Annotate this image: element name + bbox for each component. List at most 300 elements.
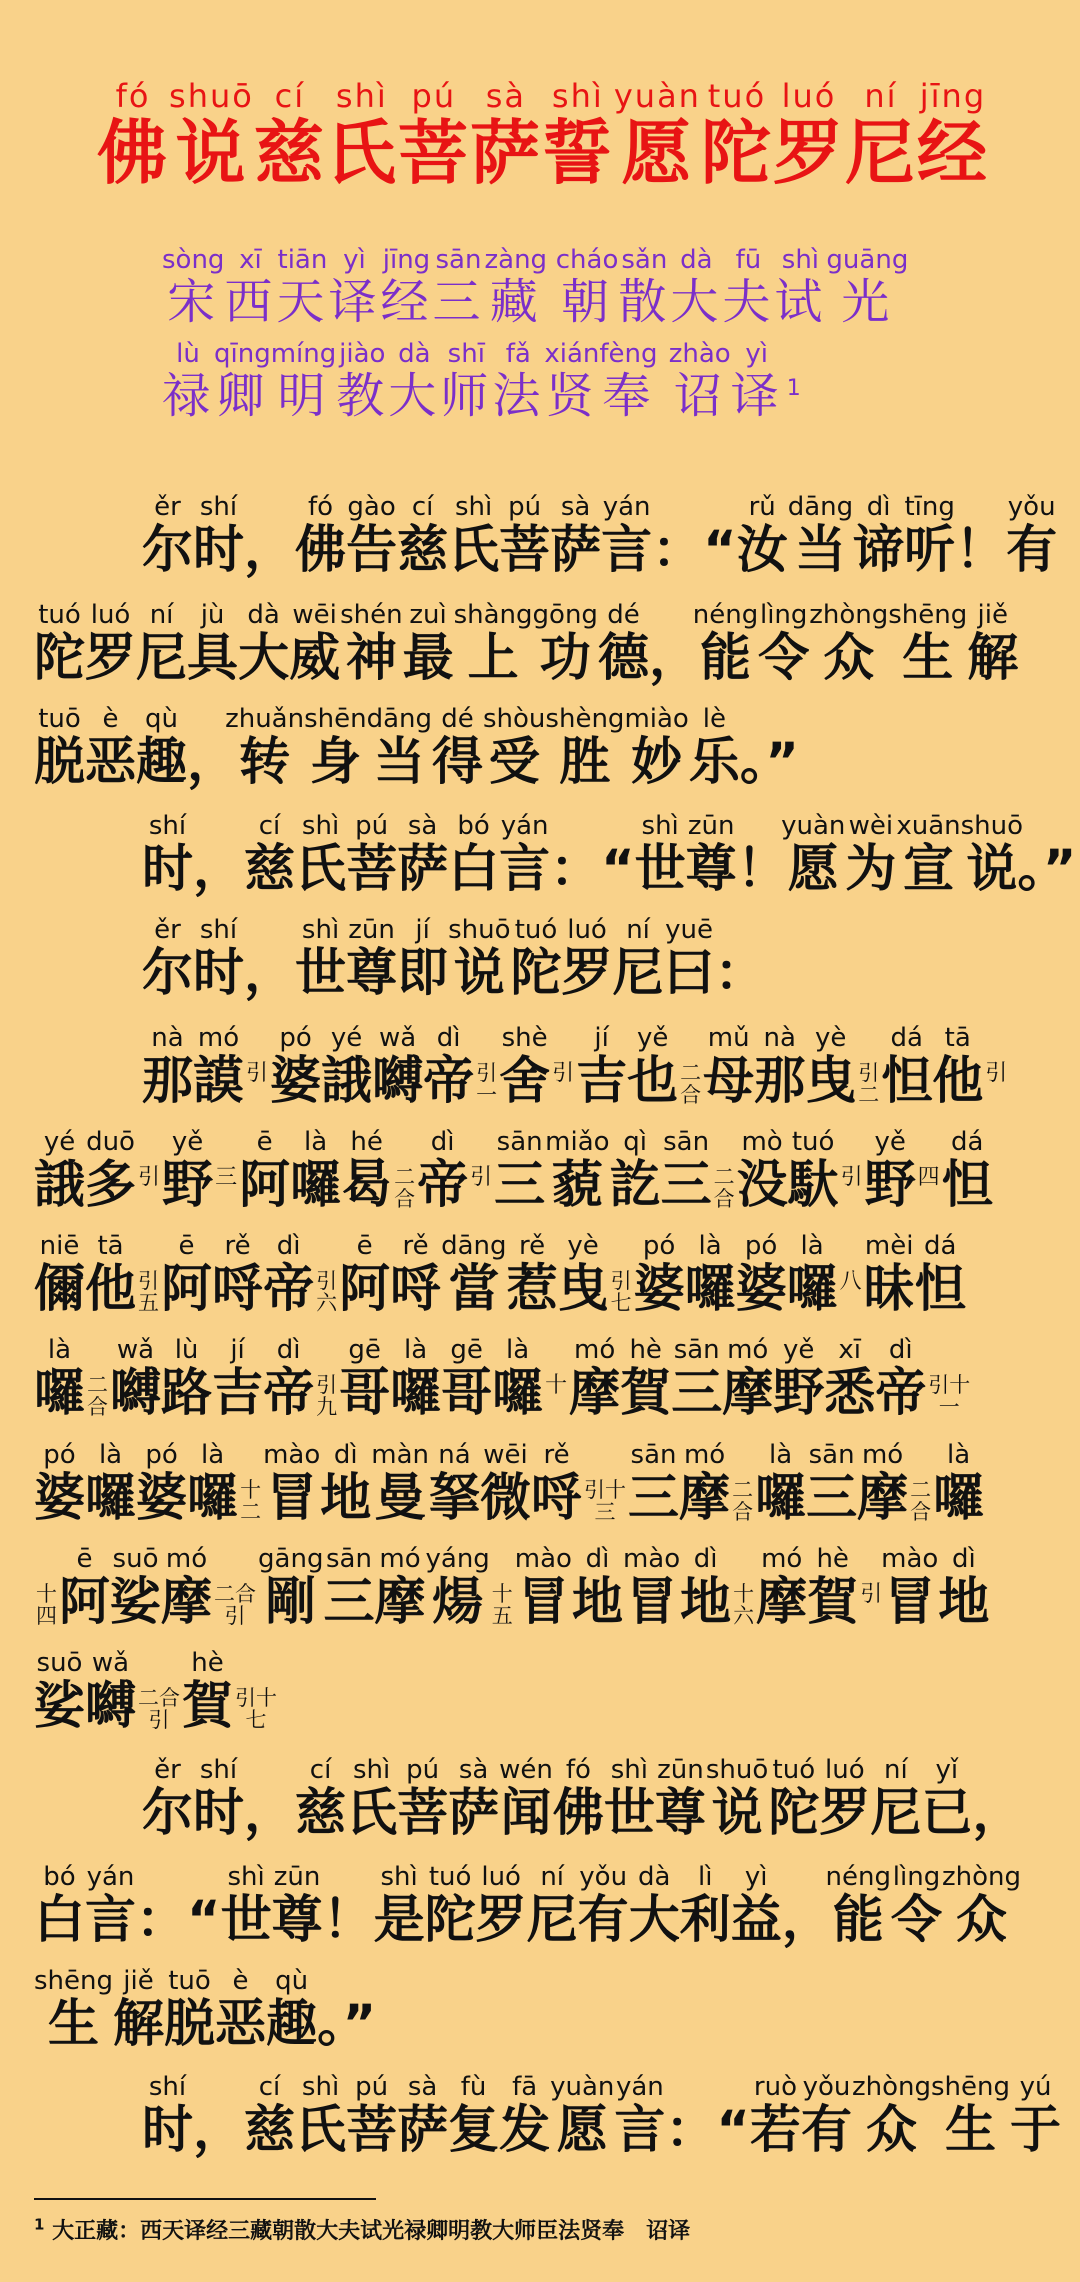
text-line [34, 1023, 1060, 1112]
ruby-char: 慈cí [397, 492, 449, 580]
ruby-char: 时shí [142, 2072, 194, 2160]
ruby-char: 囉là [85, 1440, 137, 1528]
ruby-char: 慈cí [295, 1755, 347, 1843]
ruby-char: 囉là [684, 1231, 736, 1319]
ruby-char: 三sān [494, 1127, 546, 1215]
ruby-char: 地dì [320, 1440, 372, 1528]
annotation-mark: 引 [860, 1582, 883, 1607]
ruby-char: 摩mó [679, 1440, 731, 1528]
ruby-char: 囉là [390, 1335, 442, 1423]
ruby-char: 嚩wǎ [110, 1335, 162, 1423]
ruby-char: 馱tuó [787, 1127, 839, 1215]
ruby-char: 妙miào [624, 704, 689, 792]
annotation-mark: 引 [840, 1165, 863, 1190]
ruby-char: 萨sà [448, 1755, 500, 1843]
ruby-char: 尼ní [612, 915, 664, 1003]
ruby-char: 光guāng [826, 245, 909, 330]
ruby-char: 儞niē [34, 1231, 86, 1319]
text-line [34, 600, 1060, 689]
ruby-char: 佛fó [295, 492, 347, 580]
ruby-char: 能néng [692, 600, 759, 688]
ruby-char: 转zhuǎn [225, 704, 305, 792]
ruby-char: 受shòu [483, 704, 546, 792]
ruby-char: 囉là [492, 1335, 544, 1423]
ruby-char: 地dì [680, 1544, 732, 1632]
ruby-char: 复fù [448, 2072, 500, 2160]
ruby-char: 众zhòng [851, 2072, 931, 2160]
ruby-char: 益yì [730, 1862, 782, 1950]
ruby-char: 即jí [397, 915, 449, 1003]
ruby-char: 囉là [34, 1335, 86, 1423]
ruby-char: 娑suō [110, 1544, 162, 1632]
ruby-char: 拏ná [428, 1440, 480, 1528]
plain-char: 。” [739, 733, 799, 792]
ruby-char: 氏shì [295, 2072, 347, 2160]
ruby-char: 为wèi [845, 811, 897, 899]
footnote-divider [34, 2198, 376, 2200]
ruby-char: 謨mó [193, 1023, 245, 1111]
ruby-char: 嚩wǎ [85, 1648, 137, 1736]
ruby-char: 大dà [670, 245, 723, 330]
ruby-char: 賀hè [182, 1648, 234, 1736]
ruby-char: 昧mèi [863, 1231, 915, 1319]
annotation-mark: 引 [552, 1061, 575, 1086]
ruby-char: 宋sòng [162, 245, 225, 330]
ruby-char: 阿ē [59, 1544, 111, 1632]
ruby-char: 地dì [571, 1544, 623, 1632]
ruby-char: 经jīng [916, 77, 989, 194]
text-line [34, 1231, 1060, 1320]
ruby-char: 摩mó [161, 1544, 213, 1632]
footnote [34, 2214, 690, 2245]
ruby-char: 陀tuó [700, 77, 773, 194]
text-line [34, 1862, 1060, 1951]
ruby-char: 藏zàng [484, 245, 548, 330]
ruby-char: 于yú [1010, 2072, 1062, 2160]
ruby-char: 当dāng [787, 492, 854, 580]
plain-char: ！ [955, 521, 1007, 580]
ruby-char: 野yě [773, 1335, 825, 1423]
ruby-char: 陀tuó [510, 915, 562, 1003]
ruby-char: 三sān [671, 1335, 723, 1423]
plain-char: ， [244, 521, 296, 580]
annotation-mark: 十 四 [36, 1581, 57, 1628]
ruby-char: 罗luó [819, 1755, 871, 1843]
text-line [34, 1127, 1060, 1216]
ruby-char: 恶è [215, 1966, 267, 2054]
ruby-char: 陀tuó [768, 1755, 820, 1843]
plain-char: ： [714, 944, 766, 1003]
ruby-char: 尊zūn [685, 811, 737, 899]
ruby-char: 也yě [627, 1023, 679, 1111]
ruby-char: 已yǐ [921, 1755, 973, 1843]
ruby-char: 尔ěr [142, 915, 194, 1003]
ruby-char: 三sān [432, 245, 485, 330]
ruby-char: 藐miǎo [545, 1127, 610, 1215]
ruby-char: 帝dì [263, 1335, 315, 1423]
ruby-char: 菩pú [346, 2072, 398, 2160]
ruby-char: 冒mào [881, 1544, 939, 1632]
text-line [34, 704, 1060, 793]
ruby-char: 婆pó [136, 1440, 188, 1528]
ruby-char: 菩pú [499, 492, 551, 580]
ruby-char: 言yán [601, 492, 653, 580]
ruby-char: 功gōng [532, 600, 598, 688]
ruby-char: 白bó [34, 1862, 86, 1950]
ruby-char: 能néng [825, 1862, 891, 1950]
plain-char: ， [244, 944, 296, 1003]
ruby-char: 吉jí [576, 1023, 628, 1111]
ruby-char: 娑suō [34, 1648, 86, 1736]
ruby-char: 令lìng [890, 1862, 942, 1950]
translator-line-1 [162, 245, 909, 332]
ruby-char: 大dà [388, 339, 441, 424]
ruby-char: 威wēi [289, 600, 341, 688]
ruby-char: 曳yè [557, 1231, 609, 1319]
text-line [34, 2072, 1062, 2161]
ruby-char: 当dāng [366, 704, 432, 792]
annotation-mark: 引 七 [610, 1268, 632, 1315]
ruby-char: 试shì [774, 245, 827, 330]
footnote-mark: 1 [34, 2215, 45, 2234]
ruby-char: 曷hé [341, 1127, 393, 1215]
ruby-char: 佛fó [552, 1755, 604, 1843]
annotation-mark: 二合 引 [138, 1685, 181, 1732]
ruby-char: 利lì [679, 1862, 731, 1950]
ruby-char: 尼ní [870, 1755, 922, 1843]
ruby-char: 教jiào [336, 339, 389, 424]
annotation-mark: 引 [138, 1165, 161, 1190]
ruby-char: 卿qīng [214, 339, 271, 424]
ruby-char: 贤xián [544, 339, 600, 424]
ruby-char: 脱tuō [34, 704, 86, 792]
ruby-char: 世shì [634, 811, 686, 899]
ruby-char: 帝dì [263, 1231, 315, 1319]
plain-char: ：“ [136, 1891, 221, 1950]
ruby-char: 尼ní [526, 1862, 578, 1950]
ruby-char: 尔ěr [142, 1755, 194, 1843]
ruby-char: 汝rǔ [736, 492, 788, 580]
text-line [34, 1335, 1060, 1424]
annotation-mark: 十 五 [491, 1581, 513, 1628]
ruby-char: 阿ē [161, 1231, 213, 1319]
plain-char: ：“ [550, 840, 635, 899]
ruby-char: 听tīng [904, 492, 956, 580]
footnote-ref[interactable]: 1 [786, 376, 805, 401]
ruby-char: 脱tuō [164, 1966, 216, 2054]
annotation-mark: 二 合 [732, 1477, 754, 1524]
ruby-char: 说shuō [960, 811, 1024, 899]
ruby-char: 煬yáng [425, 1544, 490, 1632]
ruby-char: 囉là [755, 1440, 807, 1528]
plain-char: ， [648, 629, 700, 688]
ruby-char: 阿ē [339, 1231, 391, 1319]
ruby-char: 哥gē [441, 1335, 493, 1423]
ruby-char: 世shì [603, 1755, 655, 1843]
ruby-char: 生shēng [888, 600, 968, 688]
ruby-char: 菩pú [397, 77, 470, 194]
annotation-mark: 引十 七 [235, 1685, 278, 1732]
ruby-char: 告gào [346, 492, 398, 580]
ruby-char: 三sān [323, 1544, 375, 1632]
ruby-char: 法fǎ [492, 339, 545, 424]
annotation-mark: 二合 引 [214, 1581, 257, 1628]
ruby-char: 摩mó [756, 1544, 808, 1632]
ruby-char: 哷rě [531, 1440, 583, 1528]
ruby-char: 剛gāng [258, 1544, 324, 1632]
ruby-char: 德dé [597, 600, 649, 688]
annotation-mark: 二 合 [910, 1477, 932, 1524]
ruby-char: 陀tuó [424, 1862, 476, 1950]
ruby-char: 婆pó [735, 1231, 787, 1319]
ruby-char: 禄lù [162, 339, 215, 424]
ruby-char: 囉là [786, 1231, 838, 1319]
ruby-char: 经jīng [380, 245, 433, 330]
ruby-char: 世shì [295, 915, 347, 1003]
plain-char: ！ [736, 840, 788, 899]
ruby-char: 宣xuān [896, 811, 961, 899]
ruby-char: 菩pú [397, 1755, 449, 1843]
ruby-char: 三sān [806, 1440, 858, 1528]
ruby-char: 时shí [193, 1755, 245, 1843]
ruby-char: 吉jí [212, 1335, 264, 1423]
annotation-mark: 引 一 [476, 1060, 498, 1107]
annotation-mark: 引 九 [316, 1372, 338, 1419]
text-line [34, 915, 1060, 1004]
ruby-char: 世shì [220, 1862, 272, 1950]
text-line [34, 1440, 1060, 1529]
ruby-char: 帝dì [417, 1127, 469, 1215]
ruby-char: 冒mào [622, 1544, 681, 1632]
ruby-char: 哷rě [390, 1231, 442, 1319]
plain-char: 。” [1017, 840, 1077, 899]
ruby-char: 言yán [85, 1862, 137, 1950]
ruby-char: 生shēng [34, 1966, 114, 2054]
ruby-char: 惹rě [506, 1231, 558, 1319]
plain-char: ， [193, 2101, 245, 2160]
annotation-mark: 引 [470, 1165, 493, 1190]
ruby-char: 他tā [85, 1231, 137, 1319]
ruby-char: 曼màn [371, 1440, 429, 1528]
ruby-char: 趣qù [136, 704, 188, 792]
ruby-char: 氏shì [448, 492, 500, 580]
ruby-char: 罗luó [475, 1862, 527, 1950]
text-line [34, 1648, 1060, 1737]
ruby-char: 令lìng [758, 600, 810, 688]
ruby-char: 尔ěr [142, 492, 194, 580]
text-line [34, 1966, 1060, 2055]
ruby-char: 帝dì [423, 1023, 475, 1111]
ruby-char: 乐lè [688, 704, 740, 792]
annotation-mark: 引十 三 [584, 1477, 627, 1524]
ruby-char: 婆pó [633, 1231, 685, 1319]
ruby-char: 阿ē [239, 1127, 291, 1215]
annotation-mark: 十 二 [240, 1477, 262, 1524]
ruby-char: 摩mó [857, 1440, 909, 1528]
annotation-mark: 引 [985, 1061, 1008, 1086]
ruby-char: 囉là [933, 1440, 985, 1528]
ruby-char: 當dāng [441, 1231, 507, 1319]
ruby-char: 地dì [938, 1544, 990, 1632]
ruby-char: 众zhòng [809, 600, 889, 688]
plain-char: ， [781, 1891, 833, 1950]
ruby-char: 胜shèng [545, 704, 625, 792]
annotation-mark: 二 合 [87, 1372, 109, 1419]
ruby-char: 说shuō [705, 1755, 769, 1843]
plain-char: ， [972, 1784, 1024, 1843]
ruby-char: 具jù [187, 600, 239, 688]
ruby-char: 誐yé [34, 1127, 86, 1215]
ruby-char: 怛dá [941, 1127, 993, 1215]
ruby-char: 摩mó [722, 1335, 774, 1423]
ruby-char: 罗luó [561, 915, 613, 1003]
ruby-char: 说shuō [169, 77, 254, 194]
ruby-char: 萨sà [397, 2072, 449, 2160]
ruby-char: 西xī [224, 245, 277, 330]
annotation-mark: 引 二 [858, 1060, 880, 1107]
annotation-mark: 四 [917, 1165, 940, 1190]
ruby-char: 萨sà [550, 492, 602, 580]
ruby-char: 译yì [328, 245, 381, 330]
text-line [34, 492, 1060, 581]
ruby-char: 明míng [270, 339, 337, 424]
ruby-char: 有yǒu [1006, 492, 1058, 580]
ruby-char: 那nà [754, 1023, 806, 1111]
annotation-mark: 二 合 [713, 1164, 735, 1211]
ruby-char: 氏shì [346, 1755, 398, 1843]
ruby-char: 尊zūn [346, 915, 398, 1003]
ruby-char: 众zhòng [942, 1862, 1022, 1950]
ruby-char: 没mò [736, 1127, 788, 1215]
plain-char: ：“ [665, 2101, 750, 2160]
ruby-char: 冒mào [514, 1544, 572, 1632]
ruby-char: 婆pó [270, 1023, 322, 1111]
ruby-char: 时shí [193, 492, 245, 580]
ruby-char: 愿yuàn [613, 77, 701, 194]
ruby-char: 慈cí [253, 77, 326, 194]
ruby-char: 尼ní [136, 600, 188, 688]
ruby-char: 译yì [730, 339, 783, 424]
ruby-char: 嚩wǎ [372, 1023, 424, 1111]
ruby-char: 时shí [193, 915, 245, 1003]
ruby-char: 罗luó [772, 77, 845, 194]
ruby-char: 趣qù [266, 1966, 318, 2054]
ruby-char: 哥gē [339, 1335, 391, 1423]
ruby-char: 散sǎn [618, 245, 671, 330]
ruby-char: 母mǔ [703, 1023, 755, 1111]
ruby-char: 说shuō [448, 915, 511, 1003]
ruby-char: 摩mó [569, 1335, 621, 1423]
ruby-char: 野yě [864, 1127, 916, 1215]
ruby-char: 罗luó [85, 600, 137, 688]
ruby-char: 哷rě [212, 1231, 264, 1319]
ruby-char: 师shī [440, 339, 493, 424]
ruby-char: 得dé [431, 704, 483, 792]
plain-char: 。” [317, 1995, 377, 2054]
annotation-mark: 二 合 [680, 1060, 702, 1107]
ruby-char: 诏zhào [668, 339, 731, 424]
ruby-char: 大dà [628, 1862, 680, 1950]
ruby-char: 时shí [142, 811, 194, 899]
plain-char: ！ [322, 1891, 374, 1950]
ruby-char: 神shén [340, 600, 403, 688]
text-line [34, 1755, 1060, 1844]
plain-char: ， [187, 733, 239, 792]
ruby-char: 解jiě [113, 1966, 165, 2054]
ruby-char: 怛dá [881, 1023, 933, 1111]
annotation-mark: 引 六 [316, 1268, 338, 1315]
text-line [34, 1544, 1060, 1633]
ruby-char: 囉là [290, 1127, 342, 1215]
ruby-char: 愿yuàn [781, 811, 846, 899]
ruby-char: 尊zūn [271, 1862, 323, 1950]
ruby-char: 賀hè [620, 1335, 672, 1423]
ruby-char: 舍shè [499, 1023, 551, 1111]
ruby-char: 佛fó [97, 77, 170, 194]
annotation-mark: 引 五 [138, 1268, 160, 1315]
plain-char: ：“ [652, 521, 737, 580]
ruby-char: 若ruò [749, 2072, 801, 2160]
ruby-char: 陀tuó [34, 600, 86, 688]
ruby-char: 奉fèng [599, 339, 658, 424]
ruby-char: 那nà [142, 1023, 194, 1111]
ruby-char: 生shēng [930, 2072, 1010, 2160]
footnote-text: 大正藏：西天译经三藏朝散大夫试光禄卿明教大师臣法贤奉 诏译 [52, 2218, 691, 2244]
sutra-title [28, 77, 1058, 198]
annotation-mark: 十 [545, 1373, 568, 1398]
ruby-char: 三sān [628, 1440, 680, 1528]
ruby-char: 上shàng [453, 600, 533, 688]
ruby-char: 誓shì [541, 77, 614, 194]
translator-line-2-text [162, 339, 783, 424]
ruby-char: 誐yé [321, 1023, 373, 1111]
ruby-char: 愿yuàn [550, 2072, 615, 2160]
plain-char: ， [193, 840, 245, 899]
ruby-char: 婆pó [34, 1440, 86, 1528]
ruby-char: 野yě [162, 1127, 214, 1215]
ruby-char: 慈cí [244, 811, 296, 899]
ruby-char: 夫fū [722, 245, 775, 330]
ruby-char: 尼ní [844, 77, 917, 194]
ruby-char: 氏shì [295, 811, 347, 899]
ruby-char: 路lù [161, 1335, 213, 1423]
ruby-char: 微wēi [480, 1440, 532, 1528]
ruby-char: 闻wén [499, 1755, 553, 1843]
ruby-char: 訖qì [609, 1127, 661, 1215]
annotation-mark: 八 [839, 1269, 862, 1294]
ruby-char: 悉xī [824, 1335, 876, 1423]
ruby-char: 言yán [499, 811, 551, 899]
ruby-char: 身shēn [304, 704, 367, 792]
translator-line-2 [162, 339, 805, 426]
ruby-char: 恶è [85, 704, 137, 792]
ruby-char: 有yǒu [577, 1862, 629, 1950]
annotation-mark: 三 [215, 1165, 238, 1190]
ruby-char: 萨sà [469, 77, 542, 194]
ruby-char: 他tā [932, 1023, 984, 1111]
ruby-char: 慈cí [244, 2072, 296, 2160]
ruby-char: 大dà [238, 600, 290, 688]
ruby-char: 賀hè [807, 1544, 859, 1632]
ruby-char: 怛dá [914, 1231, 966, 1319]
ruby-char: 曳yè [805, 1023, 857, 1111]
ruby-char: 白bó [448, 811, 500, 899]
ruby-char: 摩mó [374, 1544, 426, 1632]
plain-char: ， [244, 1784, 296, 1843]
ruby-char: 尊zūn [654, 1755, 706, 1843]
text-line [34, 811, 1077, 900]
ruby-char: 是shì [373, 1862, 425, 1950]
